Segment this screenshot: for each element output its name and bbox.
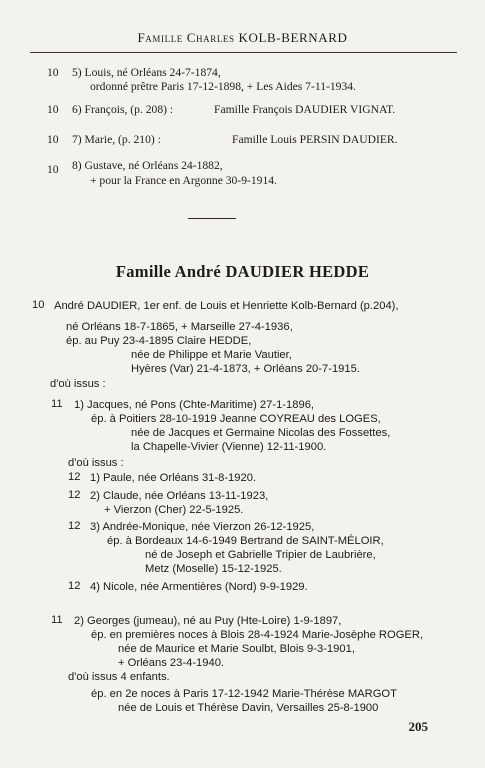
generation-number: 10: [47, 66, 59, 79]
entry-line: née de Philippe et Marie Vautier,: [131, 349, 292, 361]
entry-line: ép. en premières noces à Blois 28-4-1924 Marie-Josèphe ROGER,: [91, 629, 424, 641]
generation-number: 12: [68, 489, 81, 501]
entry-line: née de Maurice et Marie Soulbt, Blois 9-3-1901,: [118, 643, 355, 655]
entry-line: + Vierzon (Cher) 22-5-1925.: [104, 504, 244, 516]
generation-number: 10: [47, 133, 59, 146]
generation-number: 10: [47, 163, 59, 176]
issus-label: d'où issus :: [50, 378, 106, 390]
entry-line: ép. à Bordeaux 14-6-1949 Bertrand de SAINT-MÉLOIR,: [107, 535, 384, 547]
entry-line: 3) Andrée-Monique, née Vierzon 26-12-1925,: [90, 521, 315, 533]
entry-line: née de Louis et Thérèse Davin, Versailles 25-8-1900: [118, 702, 379, 714]
entry-line: 8) Gustave, né Orléans 24-1882,: [72, 159, 223, 172]
entry-line: né Orléans 18-7-1865, + Marseille 27-4-1936,: [66, 321, 293, 333]
entry-line: la Chapelle-Vivier (Vienne) 12-11-1900.: [131, 441, 327, 453]
generation-number: 11: [51, 398, 63, 410]
entry-line: 2) Georges (jumeau), né au Puy (Hte-Loire) 1-9-1897,: [74, 615, 342, 627]
generation-number: 12: [68, 580, 81, 592]
issus-label: d'où issus 4 enfants.: [68, 671, 170, 683]
issus-label: d'où issus :: [68, 457, 124, 469]
page-number: 205: [408, 719, 428, 734]
entry-line: né de Joseph et Gabrielle Tripier de Laubrière,: [145, 549, 376, 561]
entry-line: 6) François, (p. 208) :: [72, 103, 174, 116]
generation-number: 12: [68, 471, 81, 483]
entry-line: Famille Louis PERSIN DAUDIER.: [232, 133, 398, 146]
entry-line: ép. à Poitiers 28-10-1919 Jeanne COYREAU des LOGES,: [91, 413, 381, 425]
entry-line: ordonné prêtre Paris 17-12-1898, + Les Aides 7-11-1934.: [90, 80, 356, 93]
entry-line: 4) Nicole, née Armentières (Nord) 9-9-1929.: [90, 581, 308, 593]
entry-line: Famille François DAUDIER VIGNAT.: [214, 103, 396, 116]
generation-number: 11: [51, 614, 63, 626]
entry-line: Hyères (Var) 21-4-1873, + Orléans 20-7-1915.: [131, 363, 360, 375]
generation-number: 10: [32, 299, 45, 311]
section-separator: [188, 218, 236, 219]
entry-line: ép. au Puy 23-4-1895 Claire HEDDE,: [66, 335, 252, 347]
entry-line: 1) Paule, née Orléans 31-8-1920.: [90, 472, 257, 484]
entry-line: 1) Jacques, né Pons (Chte-Maritime) 27-1-1896,: [74, 399, 315, 411]
section-title: Famille André DAUDIER HEDDE: [115, 262, 370, 281]
header-rule: [30, 52, 457, 53]
running-header: [0, 30, 485, 46]
entry-line: 7) Marie, (p. 210) :: [72, 133, 161, 146]
entry-line: + pour la France en Argonne 30-9-1914.: [90, 174, 277, 187]
generation-number: 12: [68, 520, 81, 532]
generation-number: 10: [47, 103, 59, 116]
header-family-label: Famille Charles: [137, 30, 235, 45]
entry-line: née de Jacques et Germaine Nicolas des Fossettes,: [131, 427, 391, 439]
entry-line: 5) Louis, né Orléans 24-7-1874,: [72, 66, 221, 79]
header-family-name: KOLB-BERNARD: [238, 30, 348, 45]
entry-line: André DAUDIER, 1er enf. de Louis et Henriette Kolb-Bernard (p.204),: [54, 300, 399, 312]
entry-line: Metz (Moselle) 15-12-1925.: [145, 563, 282, 575]
entry-line: ép. en 2e noces à Paris 17-12-1942 Marie-Thérèse MARGOT: [91, 688, 397, 700]
entry-line: + Orléans 23-4-1940.: [118, 657, 225, 669]
entry-line: 2) Claude, née Orléans 13-11-1923,: [90, 490, 269, 502]
